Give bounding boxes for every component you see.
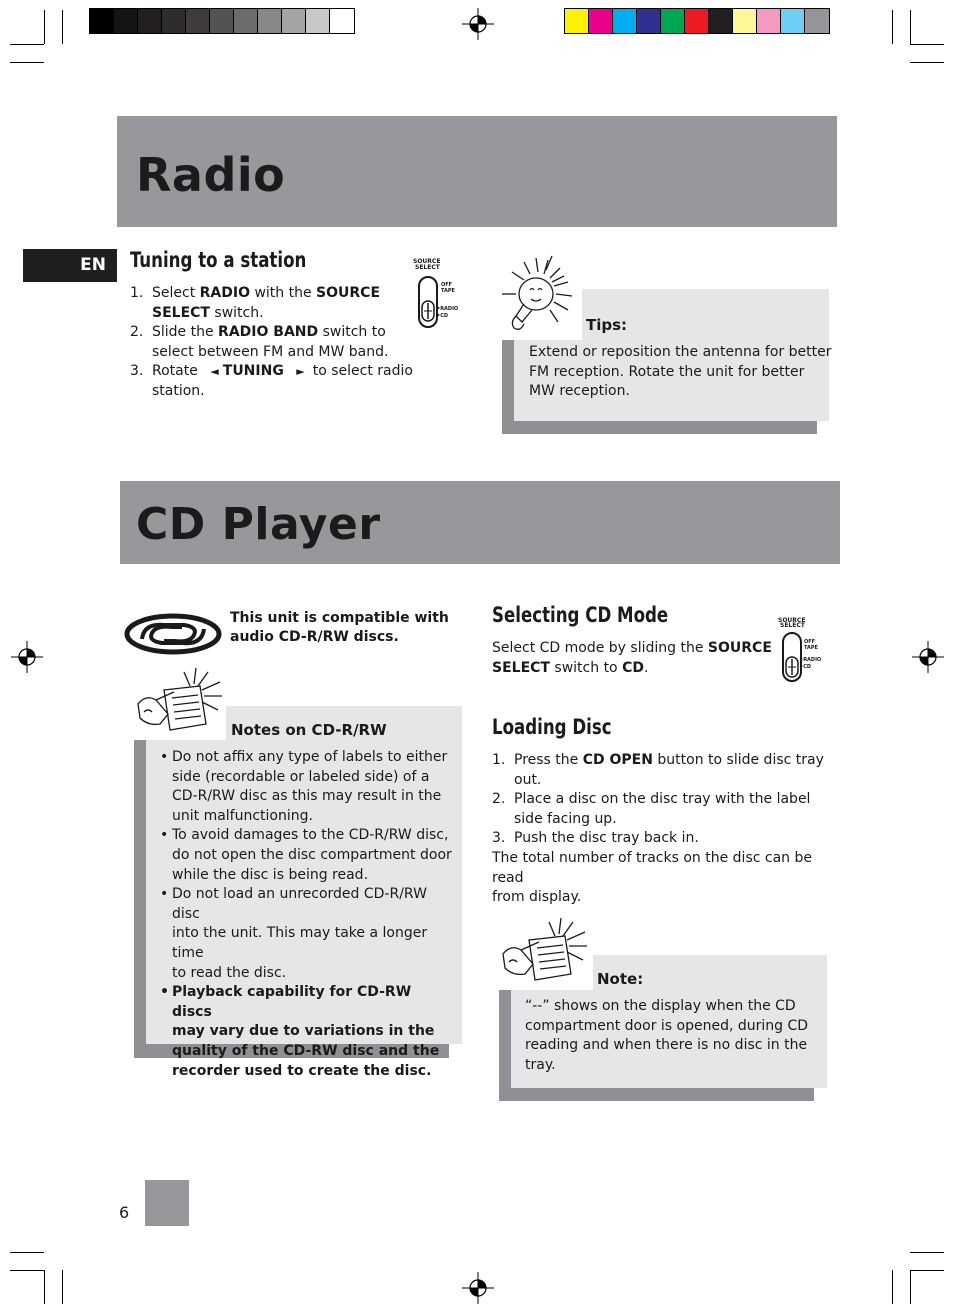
gray-swatch <box>282 9 306 33</box>
gray-swatch <box>258 9 282 33</box>
gray-swatch <box>90 9 114 33</box>
tuning-step-1: 1. Select RADIO with the SOURCE SELECT switch. <box>130 285 381 321</box>
tuning-left-arrow-icon: ◄ <box>210 365 219 379</box>
registration-mark-bottom <box>462 1272 494 1304</box>
registration-mark-left <box>11 641 43 673</box>
language-tab <box>23 249 117 282</box>
cd-player-banner <box>120 481 840 564</box>
registration-mark-right <box>912 641 944 673</box>
tuning-step-2: 2. Slide the RADIO BAND switch to select between FM and MW band. <box>130 324 389 360</box>
compat-text: This unit is compatible with audio CD-R/RW discs. <box>230 610 449 645</box>
source-select-switch-radio: SOURCE SELECT OFF TAPE •RADIO •CD <box>410 258 470 330</box>
hand-writing-icon <box>134 664 226 738</box>
tuning-step-3: 3. Rotate ◄ TUNING ► to select radio station. <box>130 363 413 399</box>
loading-disc-footer: The total number of tracks on the disc can be read from display. <box>492 849 812 906</box>
loading-disc-heading: Loading Disc <box>492 715 612 739</box>
cd-rw-compatible-logo-icon <box>124 613 222 655</box>
tuning-heading: Tuning to a station <box>130 248 307 272</box>
loading-step-2: 2. Place a disc on the disc tray with the label side facing up. <box>492 791 811 827</box>
process-color-swatch <box>589 9 613 33</box>
cd-player-title: CD Player <box>136 499 381 550</box>
tuning-right-arrow-icon: ► <box>296 365 305 379</box>
radio-banner <box>117 116 837 227</box>
gray-swatch <box>114 9 138 33</box>
gray-swatch <box>162 9 186 33</box>
radio-title: Radio <box>136 148 286 202</box>
hand-writing-icon <box>499 914 591 988</box>
notes-list <box>160 748 455 1081</box>
light-bulb-icon <box>494 254 578 334</box>
registration-mark-top <box>462 8 494 40</box>
gray-swatch <box>306 9 330 33</box>
process-color-swatch <box>781 9 805 33</box>
process-color-swatch <box>613 9 637 33</box>
gray-swatch <box>234 9 258 33</box>
process-color-bar <box>564 8 830 34</box>
loading-disc-steps <box>492 751 832 908</box>
note-title: Note: <box>597 970 644 988</box>
process-color-swatch <box>565 9 589 33</box>
process-color-swatch <box>709 9 733 33</box>
page-tab <box>145 1180 189 1226</box>
slide-switch-icon <box>416 275 440 329</box>
grayscale-color-bar <box>89 8 355 34</box>
note-item-3: • Do not load an unrecorded CD-R/RW disc into the unit. This may take a longer time to read the disc. <box>160 885 455 983</box>
tips-title: Tips: <box>586 316 628 334</box>
process-color-swatch <box>733 9 757 33</box>
note-item-4: • Playback capability for CD-RW discs may vary due to variations in the quality of the CD-RW disc and the recorder used to create the disc. <box>160 983 455 1081</box>
selecting-cd-mode-heading: Selecting CD Mode <box>492 603 669 627</box>
process-color-swatch <box>757 9 781 33</box>
loading-step-1: 1. Press the CD OPEN button to slide disc tray out. <box>492 752 824 788</box>
note-item-2: • To avoid damages to the CD-R/RW disc, do not open the disc compartment door while the disc is being read. <box>160 826 455 885</box>
tips-text: Extend or reposition the antenna for better FM reception. Rotate the unit for better MW reception. <box>529 344 832 400</box>
source-select-switch-cd: SOURCE SELECT OFF TAPE •RADIO •CD <box>775 617 835 683</box>
process-color-swatch <box>637 9 661 33</box>
notes-title: Notes on CD-R/RW <box>231 721 387 739</box>
selecting-cd-mode-text: Select CD mode by sliding the SOURCE SELECT switch to CD. <box>492 640 772 676</box>
process-color-swatch <box>685 9 709 33</box>
note-text: “--” shows on the display when the CD compartment door is opened, during CD reading and when there is no disc in the tray. <box>525 998 809 1073</box>
note-item-1: • Do not affix any type of labels to either side (recordable or labeled side) of a CD-R/RW disc as this may result in the unit malfunctioning. <box>160 748 455 826</box>
gray-swatch <box>210 9 234 33</box>
gray-swatch <box>186 9 210 33</box>
language-tab-label: EN <box>80 255 106 275</box>
gray-swatch <box>138 9 162 33</box>
loading-step-3: 3. Push the disc tray back in. <box>492 830 699 847</box>
gray-swatch <box>330 9 354 33</box>
process-color-swatch <box>805 9 829 33</box>
page-number: 6 <box>119 1203 130 1222</box>
process-color-swatch <box>661 9 685 33</box>
